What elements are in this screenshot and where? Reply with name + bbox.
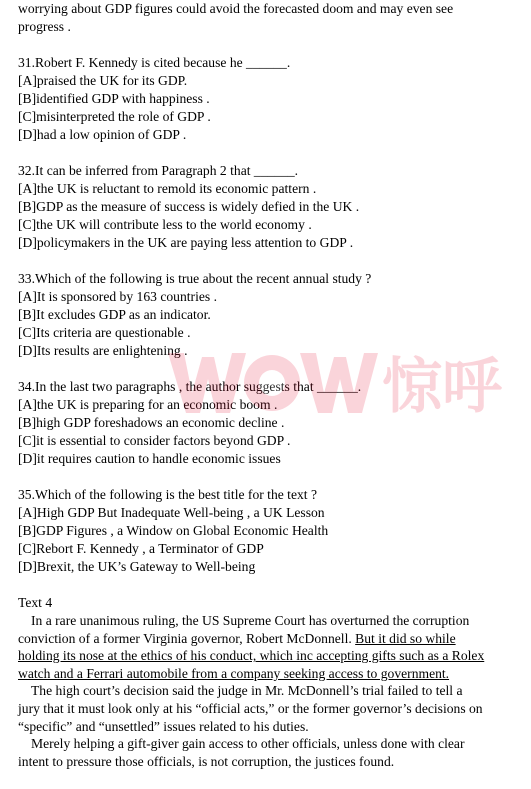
question-32 xyxy=(18,162,518,252)
answer-option[interactable]: [D]had a low opinion of GDP . xyxy=(18,127,187,142)
question-33 xyxy=(18,270,518,360)
question-stem: 31.Robert F. Kennedy is cited because he ______. xyxy=(18,55,291,70)
answer-option[interactable]: [C]misinterpreted the role of GDP . xyxy=(18,109,211,124)
answer-option[interactable]: [B]high GDP foreshadows an economic decline . xyxy=(18,415,285,430)
answer-option[interactable]: [B]GDP Figures , a Window on Global Economic Health xyxy=(18,523,329,538)
underlined-text: But it did so while xyxy=(355,630,456,646)
question-stem: 32.It can be inferred from Paragraph 2 that ______. xyxy=(18,163,299,178)
underlined-text: holding its nose at the ethics of his conduct, which inc accepting gifts such as a Rolex xyxy=(18,648,485,664)
underlined-text: watch and a Ferrari automobile from a company seeking access to government. xyxy=(18,665,450,681)
answer-option[interactable]: [A]the UK is reluctant to remold its economic pattern . xyxy=(18,181,317,196)
text4-passage xyxy=(18,594,518,770)
document-page xyxy=(18,0,518,770)
answer-option[interactable]: [B]GDP as the measure of success is widely defied in the UK . xyxy=(18,199,360,214)
answer-option[interactable]: [D]policymakers in the UK are paying less attention to GDP . xyxy=(18,235,354,250)
watermark-text: 惊呼 xyxy=(382,352,502,422)
answer-option[interactable]: [A]High GDP But Inadequate Well-being , a UK Lesson xyxy=(18,505,325,520)
answer-option[interactable]: [C]Rebort F. Kennedy , a Terminator of GDP xyxy=(18,541,264,556)
answer-option[interactable]: [A]It is sponsored by 163 countries . xyxy=(18,289,217,304)
question-31 xyxy=(18,54,518,144)
question-35 xyxy=(18,486,518,576)
answer-option[interactable]: [B]It excludes GDP as an indicator. xyxy=(18,307,211,322)
answer-option[interactable]: [D]Its results are enlightening . xyxy=(18,343,188,358)
question-34 xyxy=(18,378,518,468)
answer-option[interactable]: [B]identified GDP with happiness . xyxy=(18,91,210,106)
answer-option[interactable]: [C]the UK will contribute less to the world economy . xyxy=(18,217,312,232)
answer-option[interactable]: [A]the UK is preparing for an economic boom . xyxy=(18,397,278,412)
passage-heading: Text 4 xyxy=(18,595,53,610)
question-stem: 35.Which of the following is the best title for the text ? xyxy=(18,487,317,502)
passage-line: intent to pressure those officials, is not corruption, the justices found. xyxy=(18,753,395,769)
passage-line: “specific” and “unsettled” issues related to his duties. xyxy=(18,718,309,734)
passage-line xyxy=(18,630,518,648)
intro-line-2: progress . xyxy=(18,19,71,34)
question-stem: 34.In the last two paragraphs , the author suggests that ______. xyxy=(18,379,362,394)
answer-option[interactable]: [A]praised the UK for its GDP. xyxy=(18,73,188,88)
passage-line: The high court’s decision said the judge in Mr. McDonnell’s trial failed to tell a xyxy=(31,683,463,699)
answer-option[interactable]: [C]it is essential to consider factors beyond GDP . xyxy=(18,433,291,448)
intro-line-1: worrying about GDP figures could avoid the forecasted doom and may even see xyxy=(18,1,454,16)
answer-option[interactable]: [D]it requires caution to handle economic issues xyxy=(18,451,281,466)
passage-line: Merely helping a gift-giver gain access to other officials, unless done with clear xyxy=(31,736,465,752)
passage-line: jury that it must look only at his “official acts,” or the former governor’s decisions on xyxy=(18,700,483,716)
answer-option[interactable]: [C]Its criteria are questionable . xyxy=(18,325,191,340)
answer-option[interactable]: [D]Brexit, the UK’s Gateway to Well-being xyxy=(18,559,256,574)
passage-line: In a rare unanimous ruling, the US Supreme Court has overturned the corruption xyxy=(31,613,470,628)
question-stem: 33.Which of the following is true about the recent annual study ? xyxy=(18,271,372,286)
passage-text: conviction of a former Virginia governor, Robert McDonnell. xyxy=(18,630,356,646)
